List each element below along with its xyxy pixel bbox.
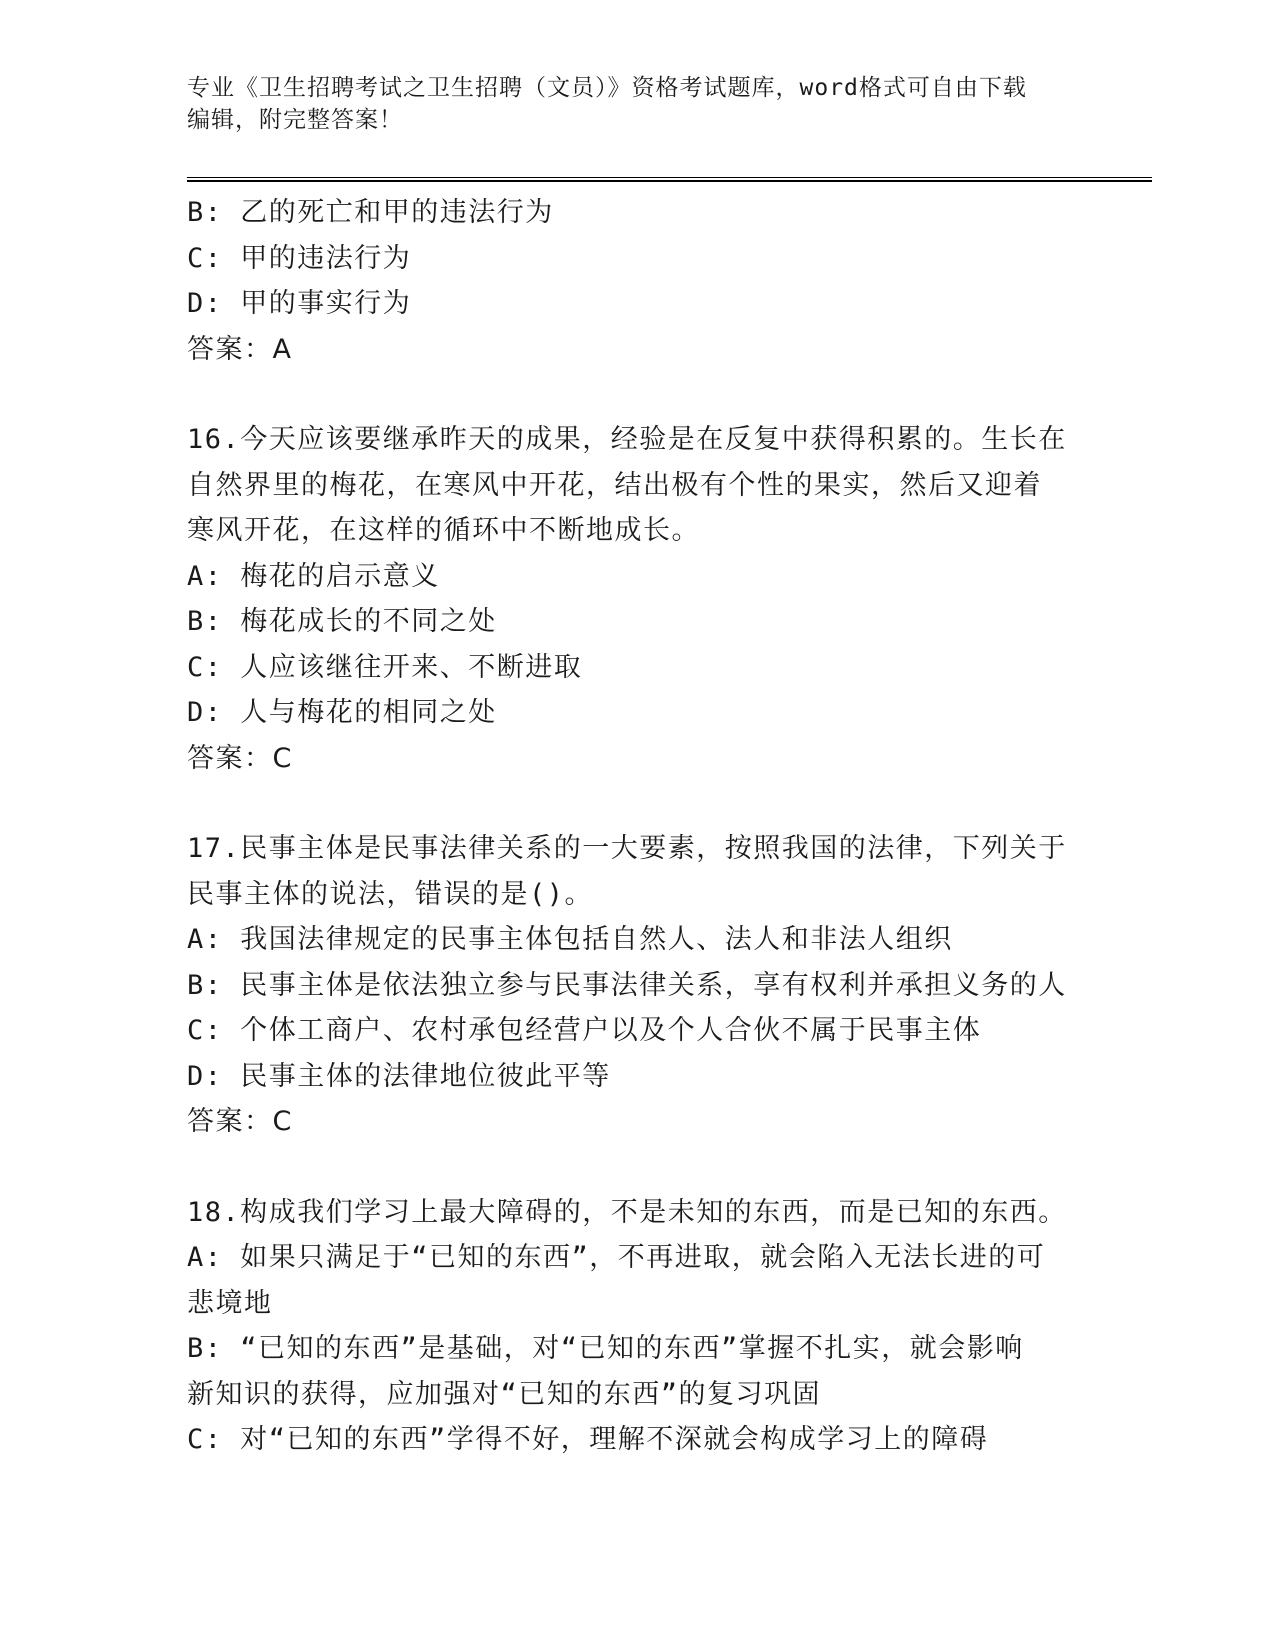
option-b: B: 梅花成长的不同之处 [187, 606, 497, 637]
option-d: D: 人与梅花的相同之处 [187, 697, 497, 728]
question-stem-line: 18.构成我们学习上最大障碍的，不是未知的东西，而是已知的东西。 [187, 1196, 1067, 1228]
question-17 [187, 826, 1087, 1145]
option-a: A: 我国法律规定的民事主体包括自然人、法人和非法人组织 [187, 924, 953, 955]
question-18 [187, 1190, 1087, 1463]
page-header [187, 72, 1067, 136]
option-c: C: 对“已知的东西”学得不好，理解不深就会构成学习上的障碍 [187, 1424, 989, 1455]
question-stem-line: 自然界里的梅花，在寒风中开花，结出极有个性的果实，然后又迎着 [187, 469, 1042, 501]
answer-line: 答案：C [187, 1106, 293, 1137]
option-b: B: “已知的东西”是基础，对“已知的东西”掌握不扎实，就会影响 [187, 1333, 1024, 1364]
header-divider [187, 177, 1152, 182]
option-a-continuation: 悲境地 [187, 1287, 273, 1319]
option-d: D: 甲的事实行为 [187, 288, 412, 319]
option-b: B: 乙的死亡和甲的违法行为 [187, 197, 554, 228]
spacer [187, 372, 1087, 417]
spacer [187, 1145, 1087, 1190]
question-stem-line: 17.民事主体是民事法律关系的一大要素，按照我国的法律，下列关于 [187, 833, 1067, 864]
option-a: A: 梅花的启示意义 [187, 560, 440, 592]
header-line-1: 专业《卫生招聘考试之卫生招聘（文员）》资格考试题库，word格式可自由下载 [187, 75, 1027, 101]
option-c: C: 个体工商户、农村承包经营户以及个人合伙不属于民事主体 [187, 1015, 982, 1046]
question-stem-line: 民事主体的说法，错误的是()。 [187, 878, 594, 910]
question-content [187, 190, 1087, 1463]
option-b-continuation: 新知识的获得，应加强对“已知的东西”的复习巩固 [187, 1378, 822, 1410]
answer-line: 答案：C [187, 742, 293, 774]
option-c: C: 甲的违法行为 [187, 242, 412, 274]
option-c: C: 人应该继往开来、不断进取 [187, 651, 583, 683]
header-line-2: 编辑，附完整答案！ [187, 107, 403, 133]
question-stem-line: 寒风开花，在这样的循环中不断地成长。 [187, 515, 700, 546]
option-d: D: 民事主体的法律地位彼此平等 [187, 1060, 611, 1092]
spacer [187, 781, 1087, 826]
option-a: A: 如果只满足于“已知的东西”，不再进取，就会陷入无法长进的可 [187, 1242, 1046, 1273]
question-16 [187, 417, 1087, 781]
previous-question-tail [187, 190, 1087, 372]
answer-line: 答案：A [187, 333, 293, 365]
option-b: B: 民事主体是依法独立参与民事法律关系，享有权利并承担义务的人 [187, 969, 1067, 1001]
question-stem-line: 16.今天应该要继承昨天的成果，经验是在反复中获得积累的。生长在 [187, 424, 1067, 455]
